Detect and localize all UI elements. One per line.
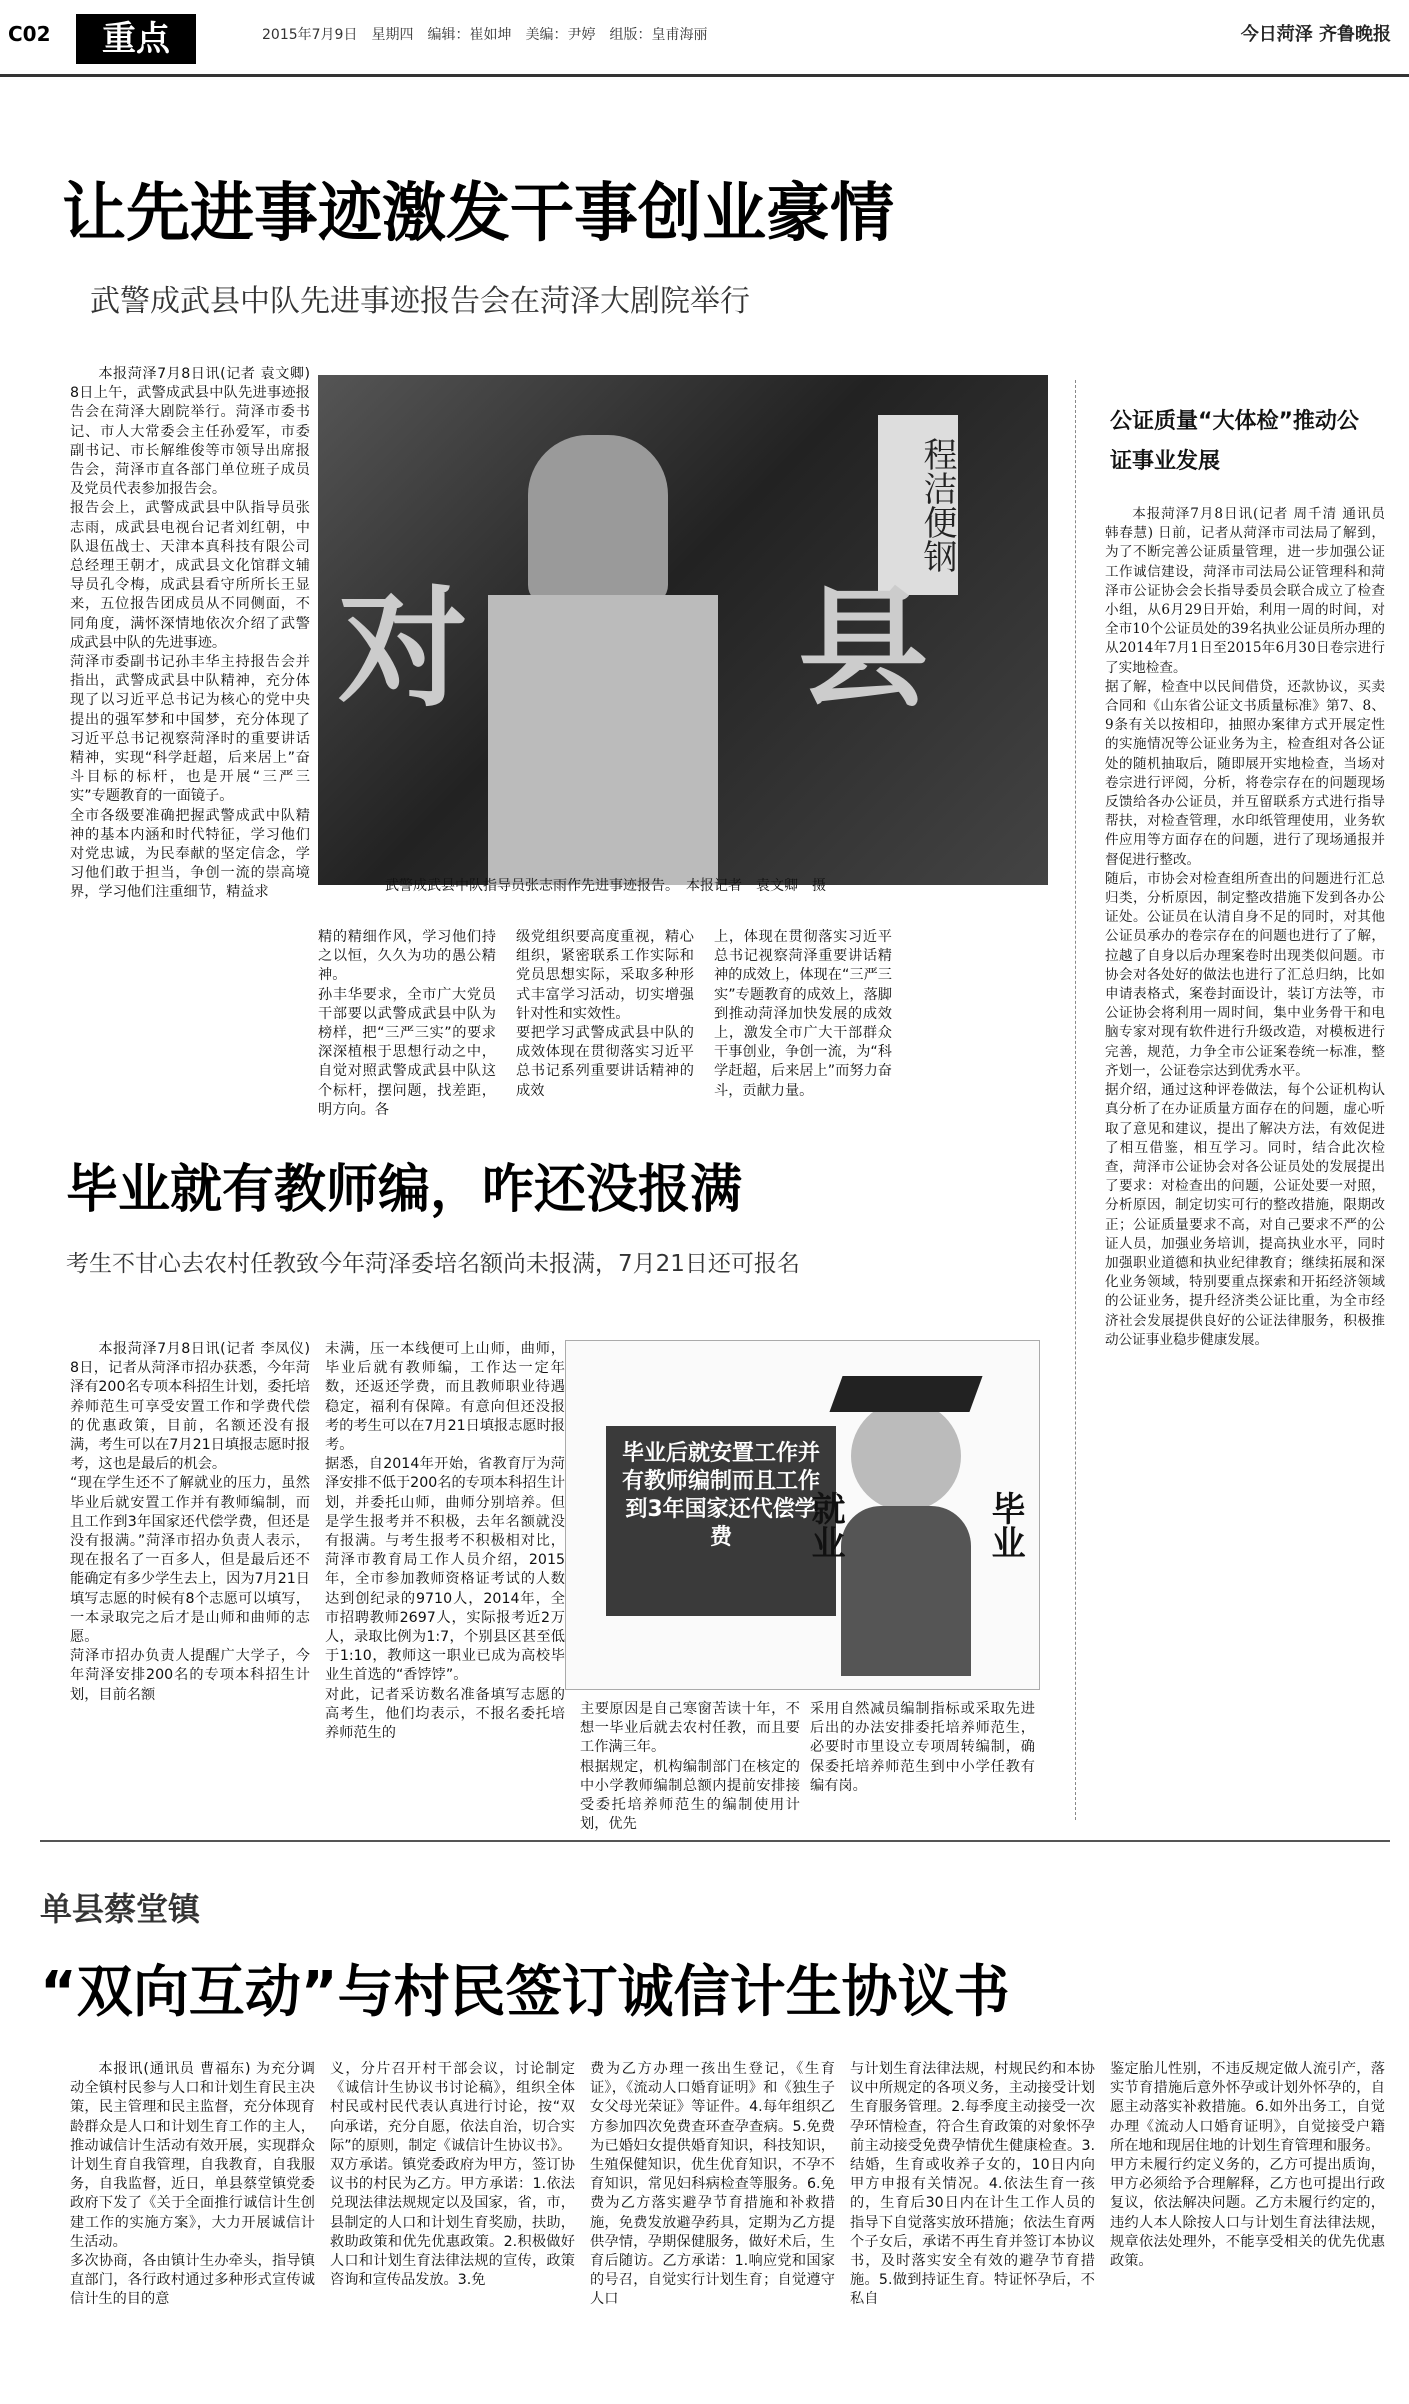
article-column-1: [70, 2060, 315, 2400]
article-column-4: [850, 2060, 1095, 2400]
article-subtitle: 考生不甘心去农村任教致今年菏泽委培名额尚未报满，7月21日还可报名: [66, 1251, 800, 1277]
paragraph: 本报菏泽7月8日讯(记者 袁文卿) 8日上午，武警成武县中队先进事迹报告会在菏泽大剧院举行。菏泽市委书记、市人大常委会主任孙爱军，市委副书记、市长解维俊等市领导出席报告会，菏泽市直各部门单位班子成员及党员代表参加报告会。 报告会上，武警成武县中队指导员张志雨，成武县电视台记者刘红朝，中队退伍战士、天津本真科技有限公司总经理王朝才，成武县文化馆群文辅导员孔令梅，成武县看守所所长王显来，五位报告团成员从不同侧面，不同角度，满怀深情地依次介绍了武警成武县中队的先进事迹。 菏泽市委副书记孙丰华主持报告会并指出，武警成武县中队精神，充分体现了以习近平总书记为核心的党中央提出的强军梦和中国梦，充分体现了习近平总书记视察菏泽时的重要讲话精神，实现“科学赶超，后来居上”奋斗目标的标杆，也是开展“三严三实”专题教育的一面镜子。 全市各级要准确把握武警成武中队精神的基本内涵和时代特征，学习他们对党忠诚，为民奉献的坚定信念，学习他们敢于担当，争创一流的崇高境界，学习他们注重细节，精益求: [70, 366, 310, 901]
sidebar-article-title: 公证质量“大体检”推动公证事业发展: [1110, 409, 1359, 474]
article-title: “双向互动”与村民签订诚信计生协议书: [40, 1960, 1010, 2025]
page-number: C02: [8, 22, 51, 46]
article-column-3: [590, 2060, 835, 2400]
sign-left: 就业: [805, 1491, 845, 1559]
article-column-4: [714, 928, 892, 1099]
podium: [488, 595, 718, 885]
wall-sign: 程洁便钢: [878, 415, 958, 595]
kicker: 单县蔡堂镇: [40, 1890, 201, 1928]
photo-caption: 武警成武县中队指导员张志雨作先进事迹报告。 本报记者 袁文卿 摄: [385, 878, 826, 894]
paragraph: 与计划生育法律法规，村规民约和本协议中所规定的各项义务，主动接受计划生育服务管理。2.每季度主动接受一次孕环情检查，符合生育政策的对象怀孕前主动接受免费孕情优生健康检查。3.结婚，生育或收养子女的，10日内向甲方申报有关情况。4.依法生育一孩的，生育后30日内在计生工作人员的指导下自觉落实放环措施；依法生育两个子女后，承诺不再生育并签订本协议书，及时落实安全有效的避孕节育措施。5.做到持证生育。特证怀孕后，不私自: [850, 2061, 1095, 2308]
stage-character-right: 县: [798, 573, 929, 725]
issue-meta: 2015年7月9日 星期四 编辑：崔如坤 美编：尹婷 组版：皇甫海丽: [262, 27, 708, 43]
paragraph: 精的精细作风，学习他们持之以恒，久久为功的愚公精神。 孙丰华要求，全市广大党员干部要以武警成武县中队为榜样，把“三严三实”的要求深深植根于思想行动之中，自觉对照武警成武县中队这个标杆，摆问题，找差距，明方向。各: [318, 929, 496, 1118]
brand-logo: 今日菏泽 齐鲁晚报: [1240, 24, 1391, 45]
article-column-1: [70, 1340, 310, 1815]
graduation-cap-icon: [829, 1376, 982, 1412]
article-title: 让先进事迹激发干事创业豪情: [62, 177, 894, 251]
article-column-3: [516, 928, 694, 1099]
article-column-2: [318, 928, 496, 1118]
paragraph: 未满，压一本线便可上山师，曲师，毕业后就有教师编，工作达一定年数，还返还学费，而且教师职业待遇稳定，福利有保障。有意向但还没报考的考生可以在7月21日填报志愿时报考。 据悉，自2014年开始，省教育厅为菏泽安排不低于200名的专项本科招生计划，并委托山师，曲师分别培养。但是学生报考并不积极，去年名额就没有报满。与考生报考不积极相对比，菏泽市教育局工作人员介绍，2015年，全市参加教师资格证考试的人数达到创纪录的9710人，2014年，全市招聘教师2697人，实际报考近2万人，录取比例为1:7，个别县区甚至低于1:10，教师这一职业已成为高校毕业生首选的“香饽饽”。 对此，记者采访数名准备填写志愿的高考生，他们均表示，不报名委托培养师范生的: [325, 1341, 565, 1742]
article-column-3: [580, 1700, 800, 1833]
student-body: [841, 1506, 971, 1676]
speaker-figure: [528, 435, 668, 605]
column-divider: [1075, 380, 1077, 1820]
page-header: [0, 0, 1409, 80]
paragraph: 本报讯(通讯员 曹福东) 为充分调动全镇村民参与人口和计划生育民主决策，民主管理和民主监督，充分体现育龄群众是人口和计划生育工作的主人，推动诚信计生活动有效开展，实现群众计划生育自我管理，自我教育，自我服务，自我监督，近日，单县蔡堂镇党委政府下发了《关于全面推行诚信计生创建工作的实施方案》，大力开展诚信计生活动。 多次协商，各由镇计生办牵头，指导镇直部门，各行政村通过多种形式宣传诚信计生的目的意: [70, 2061, 315, 2308]
article-column-1: [70, 365, 310, 1055]
paragraph: 采用自然减员编制指标或采取先进后出的办法安排委托培养师范生，必要时市里设立专项周转编制，确保委托培养师范生到中小学任教有编有岗。: [810, 1701, 1035, 1794]
paragraph: 上，体现在贯彻落实习近平总书记视察菏泽重要讲话精神的成效上，体现在“三严三实”专题教育的成效上，落脚到推动菏泽加快发展的成效上，激发全市广大干部群众干事创业，争创一流，为“科学赶超，后来居上”而努力奋斗，贡献力量。: [714, 929, 892, 1099]
chalkboard: 毕业后就安置工作并有教师编制而且工作到3年国家还代偿学费: [606, 1426, 836, 1616]
article-title: 毕业就有教师编，咋还没报满: [66, 1160, 743, 1220]
paragraph: 本报菏泽7月8日讯(记者 周千清 通讯员 韩春慧) 日前，记者从菏泽市司法局了解到，为了不断完善公证质量管理，进一步加强公证工作诚信建设，菏泽市司法局公证管理科和菏泽市公证协会会长指导委员会联合成立了检查小组，从6月29日开始，利用一周的时间，对全市10个公证员处的39名执业公证员所办理的从2014年7月1日至2015年6月30日卷宗进行了实地检查。 据了解，检查中以民间借贷，还款协议，买卖合同和《山东省公证文书质量标准》第7、8、9条有关以按相印，抽照办案律方式开展定性的实施情况等公证业务为主，检查组对各公证处的随机抽取后，随即展开实地检查，当场对卷宗进行评阅，分析，将卷宗存在的问题现场反馈给各办公证员，并互留联系方式进行指导帮扶，对检查管理，水印纸管理使用，业务软件应用等方面存在的问题，进行了现场通报并督促进行整改。 随后，市协会对检查组所查出的问题进行汇总归类，分析原因，制定整改措施下发到各办公证处。公证员在认清自身不足的同时，对其他公证员承办的卷宗存在的问题也进行了了解，拉越了自身以后办理案卷时出现类似问题。市协会对各处好的做法也进行了汇总归纳，比如申请表格式，案卷封面设计，装订方法等，市公证协会将利用一周时间，集中业务骨干和电脑专家对现有软件进行升级改造，对模板进行完善，规范，力争全市公证案卷统一标准，整齐划一，公证卷宗达到优秀水平。 据介绍，通过这种评卷做法，每个公证机构认真分析了在办证质量方面存在的问题，虚心听取了意见和建议，提出了解决方法，有效促进了相互借鉴，相互学习。同时，结合此次检查，菏泽市公证协会对各公证员处的发展提出了要求：对检查出的问题，公证处要一对照，分析原因，制定切实可行的整改措施，限期改正；公证质量要求不高，对自己要求不严的公证人员，加强业务培训，提高执业水平，同时加强职业道德和执业纪律教育；继续拓展和深化业务领域，特别要重点探索和开拓经济领域的公证业务，提升经济类公证比重，为全市经济社会发展提供良好的公证法律服务，积极推动公证事业稳步健康发展。: [1105, 506, 1385, 1348]
article-column-2: [330, 2060, 575, 2400]
paragraph: 费为乙方办理一孩出生登记，《生育证》，《流动人口婚育证明》和《独生子女父母光荣证》等证件。4.每年组织乙方参加四次免费查环查孕查病。5.免费为已婚妇女提供婚育知识，科技知识，生殖保健知识，优生优育知识，不孕不育知识，常见妇科病检查等服务。6.免费为乙方落实避孕节育措施和补救措施，免费发放避孕药具，定期为乙方提供孕情，孕期保健服务，做好术后，生育后随访。乙方承诺：1.响应党和国家的号召，自觉实行计划生育；自觉遵守人口: [590, 2061, 835, 2308]
sidebar-article-body: [1105, 505, 1385, 1815]
section-tag: 重点: [76, 14, 196, 64]
paragraph: 本报菏泽7月8日讯(记者 李凤仪) 8日，记者从菏泽市招办获悉，今年菏泽有200名专项本科招生计划，委托培养师范生可享受安置工作和学费代偿的优惠政策，目前，名额还没有报满，考生可以在7月21日填报志愿时报考，这也是最后的机会。 “现在学生还不了解就业的压力，虽然毕业后就安置工作并有教师编制，而且工作到3年国家还代偿学费，但还是没有报满。”菏泽市招办负责人表示，现在报名了一百多人，但是最后还不能确定有多少学生去上，因为7月21日填写志愿的时候有8个志愿可以填写，一本录取完之后才是山师和曲师的志愿。 菏泽市招办负责人提醒广大学子，今年菏泽安排200名的专项本科招生计划，目前名额: [70, 1341, 310, 1703]
paragraph: 主要原因是自己寒窗苦读十年，不想一毕业后就去农村任教，而且要工作满三年。 根据规定，机构编制部门在核定的中小学教师编制总额内提前安排接受委托培养师范生的编制使用计划，优先: [580, 1701, 800, 1833]
student-head: [851, 1401, 961, 1511]
paragraph: 鉴定胎儿性别，不违反规定做人流引产，落实节育措施后意外怀孕或计划外怀孕的，自愿主动落实补救措施。6.如外出务工，自觉办理《流动人口婚育证明》，自觉接受户籍所在地和现居住地的计划生育管理和服务。 甲方未履行约定义务的，乙方可提出质询，甲方必须给予合理解释，乙方也可提出行政复议，依法解决问题。乙方未履行约定的，违约人本人除按人口与计划生育法律法规，规章依法处理外，不能享受相关的优先优惠政策。: [1110, 2061, 1385, 2270]
article-column-4: [810, 1700, 1035, 1815]
paragraph: 义，分片召开村干部会议，讨论制定《诚信计生协议书讨论稿》，组织全体村民或村民代表认真进行讨论，按“双向承诺，充分自愿，依法自治，切合实际”的原则，制定《诚信计生协议书》。 双方承诺。镇党委政府为甲方，签订协议书的村民为乙方。甲方承诺：1.依法兑现法律法规规定以及国家，省，市，县制定的人口和计划生育奖励，扶助，救助政策和优先优惠政策。2.积极做好人口和计划生育法律法规的宣传，政策咨询和宣传品发放。3.免: [330, 2061, 575, 2289]
section-divider: [40, 1840, 1390, 1842]
stage-character-left: 对: [338, 573, 469, 725]
sign-right: 毕业: [985, 1491, 1025, 1559]
news-photo: [318, 375, 1048, 885]
article-column-2: [325, 1340, 565, 1815]
article-subtitle: 武警成武县中队先进事迹报告会在菏泽大剧院举行: [90, 284, 750, 319]
paragraph: 级党组织要高度重视，精心组织，紧密联系工作实际和党员思想实际，采取多种形式丰富学习活动，切实增强针对性和实效性。 要把学习武警成武县中队的成效体现在贯彻落实习近平总书记系列重要讲话精神的成效: [516, 929, 694, 1099]
article-column-5: [1110, 2060, 1385, 2400]
header-rule: [0, 74, 1409, 77]
illustration: [565, 1340, 1040, 1690]
